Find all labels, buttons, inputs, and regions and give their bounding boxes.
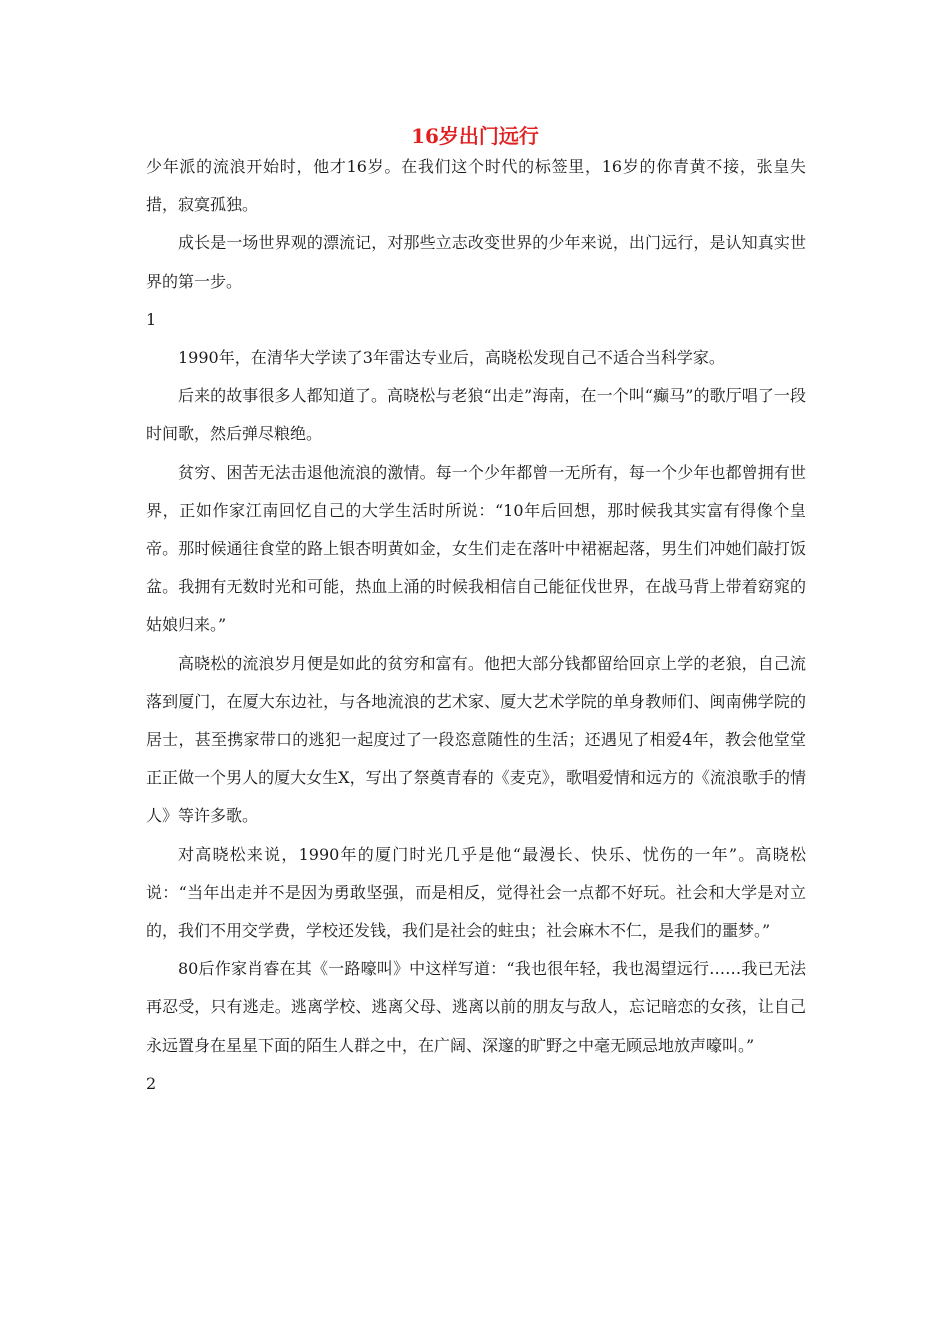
- paragraph: 1990年，在清华大学读了3年雷达专业后，高晓松发现自己不适合当科学家。: [178, 348, 725, 368]
- document-title: 16岁出门远行: [411, 124, 539, 148]
- section-number: 1: [146, 309, 157, 329]
- paragraph: 成长是一场世界观的漂流记，对那些立志改变世界的少年来说，出门远行，是认知真实世界的第一步。: [146, 233, 806, 291]
- paragraph: 80后作家肖睿在其《一路嚎叫》中这样写道：“我也很年轻，我也渴望远行……我已无法再忍受，只有逃走。逃离学校、逃离父母、逃离以前的朋友与敌人，忘记暗恋的女孩，让自己永远置身在星星下面的陌生人群之中，在广阔、深邃的旷野之中毫无顾忌地放声嚎叫。”: [146, 959, 806, 1055]
- paragraph: 高晓松的流浪岁月便是如此的贫穷和富有。他把大部分钱都留给回京上学的老狼，自己流落到厦门，在厦大东边社，与各地流浪的艺术家、厦大艺术学院的单身教师们、闽南佛学院的居士，甚至携家带口的逃犯一起度过了一段恣意随性的生活；还遇见了相爱4年，教会他堂堂正正做一个男人的厦大女生X，写出了祭奠青春的《麦克》，歌唱爱情和远方的《流浪歌手的情人》等许多歌。: [146, 653, 806, 826]
- paragraph-intro: 少年派的流浪开始时，他才16岁。在我们这个时代的标签里，16岁的你青黄不接，张皇失措，寂寞孤独。: [146, 157, 806, 215]
- document-body: [146, 148, 806, 1103]
- paragraph: 贫穷、困苦无法击退他流浪的激情。每一个少年都曾一无所有，每一个少年也都曾拥有世界，正如作家江南回忆自己的大学生活时所说：“10年后回想，那时候我其实富有得像个皇帝。那时候通往食堂的路上银杏明黄如金，女生们走在落叶中裙裾起落，男生们冲她们敲打饭盆。我拥有无数时光和可能，热血上涌的时候我相信自己能征伐世界，在战马背上带着窈窕的姑娘归来。”: [146, 462, 806, 635]
- section-number: 2: [146, 1073, 157, 1093]
- paragraph: 后来的故事很多人都知道了。高晓松与老狼“出走”海南，在一个叫“癫马”的歌厅唱了一段时间歌，然后弹尽粮绝。: [146, 386, 806, 444]
- paragraph: 对高晓松来说，1990年的厦门时光几乎是他“最漫长、快乐、忧伤的一年”。高晓松说：“当年出走并不是因为勇敢坚强，而是相反，觉得社会一点都不好玩。社会和大学是对立的，我们不用交学费，学校还发钱，我们是社会的蛀虫；社会麻木不仁，是我们的噩梦。”: [146, 844, 806, 941]
